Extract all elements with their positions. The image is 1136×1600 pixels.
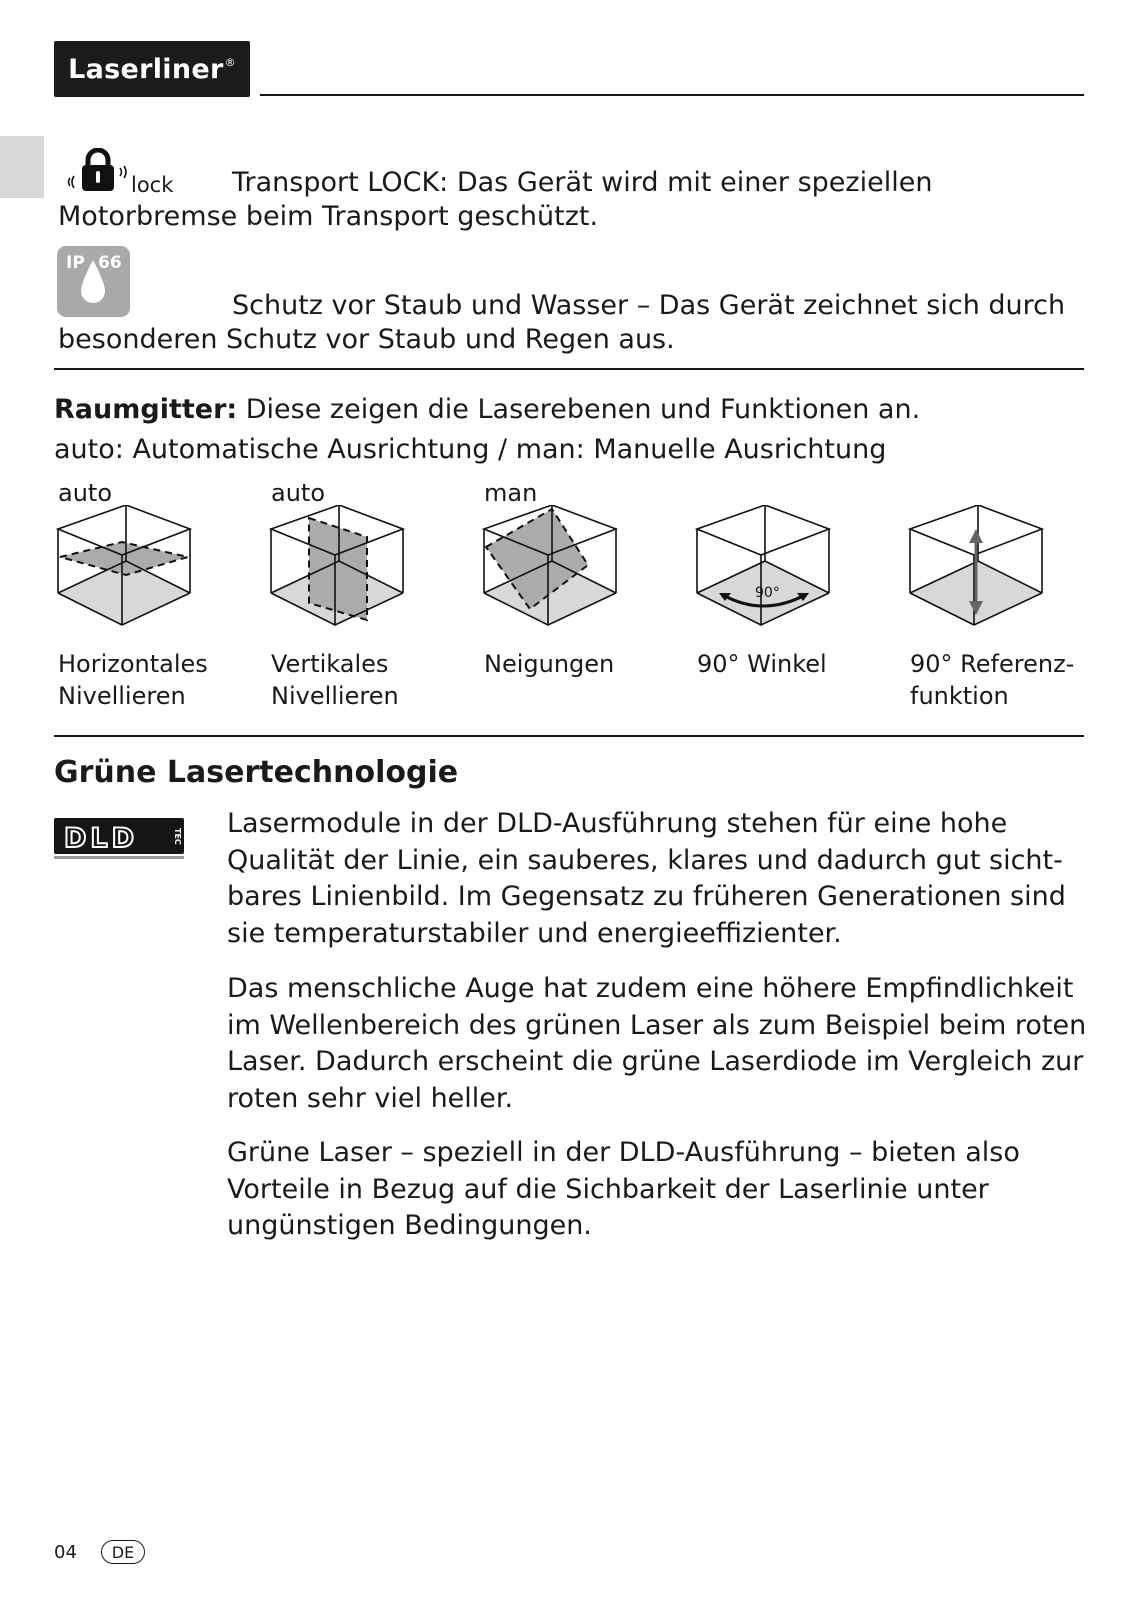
vertical-plane-cube-icon (267, 505, 407, 631)
raumgitter-legend: auto: Automatische Ausrichtung / man: Manuelle Ausrichtung (54, 434, 887, 465)
reference-function-cube-icon (906, 505, 1046, 631)
ip-description-line1: Schutz vor Staub und Wasser – Das Gerät zeichnet sich durch (232, 290, 1066, 321)
language-badge: DE (101, 1540, 145, 1564)
lock-icon-label: lock (131, 173, 174, 197)
dld-logo-text: DLD (64, 823, 139, 854)
lock-icon (64, 148, 132, 196)
dld-tec-logo (54, 814, 184, 860)
angle-label: 90° (755, 585, 780, 601)
horizontal-plane-cube-icon (54, 505, 194, 631)
paragraph-1: Lasermodule in der DLD-Ausführung stehen für eine hohe Qualität der Linie, ein sauberes, klares und dadurch gut sicht- bares Linienbild. Im Gegensatz zu früheren Generationen sind sie temperaturstabiler und energieeffizienter. (227, 808, 1066, 949)
ip-badge-left: IP (66, 253, 85, 273)
paragraph-3: Grüne Laser – speziell in der DLD-Ausführung – bieten also Vorteile in Bezug auf die Sichbarkeit der Laserlinie unter ungünstigen Bedingungen. (227, 1137, 1020, 1241)
caption-vertical: Vertikales Nivellieren (271, 650, 399, 710)
raumgitter-intro (54, 394, 920, 425)
page-number: 04 (54, 1542, 77, 1563)
raumgitter-heading: Raumgitter: (54, 394, 238, 425)
paragraph-2: Das menschliche Auge hat zudem eine höhere Empfindlichkeit im Wellenbereich des grünen Laser als zum Beispiel beim roten Laser. Dadurch erscheint die grüne Laserdiode im Vergleich zur roten sehr viel heller. (227, 973, 1087, 1114)
raumgitter-intro-text: Diese zeigen die Laserebenen und Funktionen an. (237, 394, 921, 425)
right-angle-cube-icon (693, 505, 833, 631)
brand-name: Laserliner (68, 53, 224, 85)
lock-description-line1: Transport LOCK: Das Gerät wird mit einer speziellen (232, 167, 933, 198)
divider-2 (54, 735, 1084, 737)
dld-logo-suffix: TEC (173, 828, 182, 845)
caption-tilt: Neigungen (484, 650, 615, 678)
header-rule (260, 94, 1084, 96)
caption-right-angle: 90° Winkel (697, 650, 827, 678)
mode-label-horizontal: auto (58, 479, 113, 507)
caption-horizontal: Horizontales Nivellieren (58, 650, 208, 710)
ip66-icon (57, 246, 130, 317)
section-title: Grüne Lasertechnologie (54, 755, 459, 790)
mode-label-vertical: auto (271, 479, 326, 507)
laserliner-logo (54, 41, 250, 97)
divider-1 (54, 368, 1084, 370)
caption-reference: 90° Referenz- funktion (910, 650, 1075, 710)
tilt-plane-cube-icon (480, 505, 620, 631)
chapter-tab-marker (0, 136, 44, 198)
mode-label-tilt: man (484, 479, 538, 507)
ip-description-line2: besonderen Schutz vor Staub und Regen aus. (58, 324, 675, 355)
lock-description-line2: Motorbremse beim Transport geschützt. (58, 201, 599, 232)
ip-badge-right: 66 (98, 253, 122, 273)
registered-mark: ® (224, 55, 236, 69)
